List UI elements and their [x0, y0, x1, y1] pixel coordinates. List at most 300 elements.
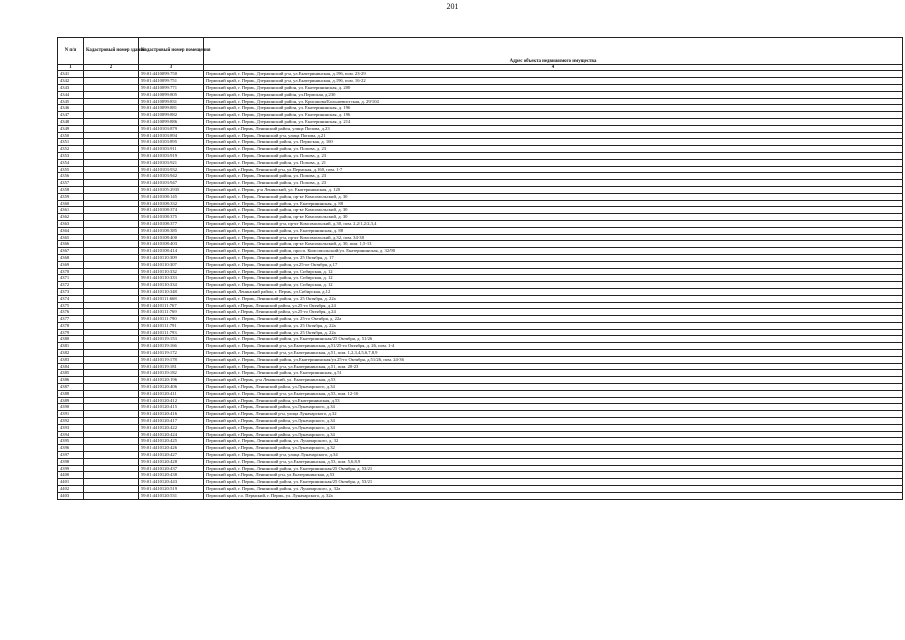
room-cadastral-number: 59:01:4410119:153 — [139, 336, 204, 343]
object-address: Пермский край, г.Пермь, Ленинский р-н, улица Луначарского, д.32 — [204, 411, 903, 418]
room-cadastral-number: 59:01:4410120:428 — [139, 458, 204, 465]
row-number: 4371 — [58, 275, 84, 282]
row-number: 4361 — [58, 207, 84, 214]
building-cadastral-number — [84, 356, 139, 363]
table-row — [58, 254, 903, 261]
row-number: 4372 — [58, 282, 84, 289]
row-number: 4349 — [58, 125, 84, 132]
table-row — [58, 125, 903, 132]
building-cadastral-number — [84, 370, 139, 377]
table-row — [58, 220, 903, 227]
table-row — [58, 390, 903, 397]
row-number: 4391 — [58, 411, 84, 418]
room-cadastral-number: 59:01:4410120:426 — [139, 445, 204, 452]
row-number: 4345 — [58, 98, 84, 105]
building-cadastral-number — [84, 479, 139, 486]
room-cadastral-number: 59:01:4410111:793 — [139, 329, 204, 336]
object-address: Пермский край, г. Пермь, Ленинский район, ул. Попова, д. 23 — [204, 180, 903, 187]
row-number: 4364 — [58, 227, 84, 234]
object-address: Пермский край, г. Пермь, Ленинский район, пр-кт Комсомольский, д. 30, пом. 1,5-13 — [204, 241, 903, 248]
row-number: 4401 — [58, 479, 84, 486]
building-cadastral-number — [84, 390, 139, 397]
table-row — [58, 132, 903, 139]
table-row — [58, 411, 903, 418]
object-address: Пермский край, г. Пермь, Ленинский район, ул. 25 Октября, д. 22а — [204, 329, 903, 336]
room-cadastral-number: 59:01:4410108:403 — [139, 241, 204, 248]
table-row — [58, 458, 903, 465]
room-cadastral-number: 59:01:4410103:942 — [139, 173, 204, 180]
room-cadastral-number: 59:01:4410111:791 — [139, 322, 204, 329]
room-cadastral-number: 59:01:4410105:2935 — [139, 186, 204, 193]
row-number: 4382 — [58, 350, 84, 357]
table-row — [58, 295, 903, 302]
room-cadastral-number: 59:01:4410120:422 — [139, 424, 204, 431]
header-index-3: 3 — [139, 65, 204, 71]
table-row — [58, 248, 903, 255]
room-cadastral-number: 59:01:4410103:921 — [139, 159, 204, 166]
row-number: 4368 — [58, 254, 84, 261]
building-cadastral-number — [84, 492, 139, 499]
table-row — [58, 200, 903, 207]
object-address: Пермский край, г. Пермь, Дзержинский р-н, ул.Екатерининская, д.196, пом. 16-22 — [204, 78, 903, 85]
table-row — [58, 180, 903, 187]
building-cadastral-number — [84, 363, 139, 370]
object-address: Пермский край, г. Пермь, Ленинский район, ул. Сибирская, д. 12 — [204, 282, 903, 289]
building-cadastral-number — [84, 377, 139, 384]
room-cadastral-number: 59:01:4410111:668 — [139, 295, 204, 302]
table-row — [58, 193, 903, 200]
row-number: 4400 — [58, 472, 84, 479]
row-number: 4386 — [58, 377, 84, 384]
table-row — [58, 268, 903, 275]
building-cadastral-number — [84, 350, 139, 357]
room-cadastral-number: 59:01:4410103:919 — [139, 152, 204, 159]
building-cadastral-number — [84, 200, 139, 207]
room-cadastral-number: 59:01:4410099:805 — [139, 91, 204, 98]
building-cadastral-number — [84, 241, 139, 248]
table-row — [58, 370, 903, 377]
object-address: Пермский край, г. Пермь, Ленинский район, ул. Екатерининская/25 Октября, д. 51/26 — [204, 336, 903, 343]
building-cadastral-number — [84, 85, 139, 92]
building-cadastral-number — [84, 424, 139, 431]
row-number: 4358 — [58, 186, 84, 193]
row-number: 4356 — [58, 173, 84, 180]
row-number: 4389 — [58, 397, 84, 404]
row-number: 4384 — [58, 363, 84, 370]
table-row — [58, 343, 903, 350]
object-address: Пермский край, г. Пермь, Ленинский район, ул. Луначарского, д. 32 — [204, 438, 903, 445]
row-number: 4344 — [58, 91, 84, 98]
room-cadastral-number: 59:01:4410119:181 — [139, 363, 204, 370]
object-address: Пермский край, г. Пермь, Ленинский район, ул. 25 Октября, д. 22а — [204, 295, 903, 302]
room-cadastral-number: 59:01:4410099:882 — [139, 112, 204, 119]
object-address: Пермский край, г. Пермь, Ленинский р-н, ул.Екатерининская, д.53, пом. 5,6,8,9 — [204, 458, 903, 465]
building-cadastral-number — [84, 78, 139, 85]
row-number: 4399 — [58, 465, 84, 472]
room-cadastral-number: 59:01:4410108:377 — [139, 220, 204, 227]
page-number: 201 — [446, 2, 459, 11]
room-cadastral-number: 59:01:4410110:333 — [139, 275, 204, 282]
object-address: Пермский край, г.Пермь, Ленинский район, ул.25-го Октября, д.24 — [204, 309, 903, 316]
row-number: 4363 — [58, 220, 84, 227]
table-row — [58, 316, 903, 323]
building-cadastral-number — [84, 254, 139, 261]
building-cadastral-number — [84, 472, 139, 479]
header-index-2: 2 — [84, 65, 139, 71]
building-cadastral-number — [84, 261, 139, 268]
building-cadastral-number — [84, 329, 139, 336]
building-cadastral-number — [84, 411, 139, 418]
room-cadastral-number: 59:01:4410110:309 — [139, 254, 204, 261]
building-cadastral-number — [84, 384, 139, 391]
table-row — [58, 397, 903, 404]
object-address: Пермский край, г. Пермь, Ленинский район, пр-кт Комсомольский, д. 30 — [204, 214, 903, 221]
room-cadastral-number: 59:01:4410103:911 — [139, 146, 204, 153]
building-cadastral-number — [84, 180, 139, 187]
table-row — [58, 152, 903, 159]
table-row — [58, 465, 903, 472]
table-row — [58, 322, 903, 329]
table-row — [58, 275, 903, 282]
table-row — [58, 363, 903, 370]
row-number: 4403 — [58, 492, 84, 499]
row-number: 4354 — [58, 159, 84, 166]
row-number: 4346 — [58, 105, 84, 112]
building-cadastral-number — [84, 91, 139, 98]
object-address: Пермский край, г. Пермь, Ленинский р-н, улица Луначарского, д.34 — [204, 452, 903, 459]
row-number: 4347 — [58, 112, 84, 119]
room-cadastral-number: 59:01:4410099:831 — [139, 98, 204, 105]
row-number: 4383 — [58, 356, 84, 363]
building-cadastral-number — [84, 193, 139, 200]
object-address: Пермский край, г. Пермь, Ленинский район, ул. Сибирская, д. 12 — [204, 275, 903, 282]
room-cadastral-number: 59:01:4410103:895 — [139, 139, 204, 146]
object-address: Пермский край, г. Пермь, Ленинский район, ул. Пермская, д. 160 — [204, 139, 903, 146]
building-cadastral-number — [84, 431, 139, 438]
object-address: Пермский край, г. Пермь, Ленинский район, ул. Попова, д. 23 — [204, 152, 903, 159]
row-number: 4398 — [58, 458, 84, 465]
table-row — [58, 234, 903, 241]
table-body — [58, 71, 903, 499]
header-index-4: 4 — [204, 65, 903, 71]
building-cadastral-number — [84, 173, 139, 180]
object-address: Пермский край, г. Пермь, Ленинский р-н, ул.Екатерининская, д.53, пом. 12-16 — [204, 390, 903, 397]
room-cadastral-number: 59:01:4410099:751 — [139, 78, 204, 85]
building-cadastral-number — [84, 118, 139, 125]
room-cadastral-number: 59:01:4410120:417 — [139, 418, 204, 425]
table-row — [58, 139, 903, 146]
object-address: Пермский край, г.о. Пермский, г. Пермь, ул. Луначарского, д. 32а — [204, 492, 903, 499]
row-number: 4392 — [58, 418, 84, 425]
object-address: Пермский край, г.Пермь, Ленинский район, ул.Луначарского, д.34 — [204, 418, 903, 425]
row-number: 4348 — [58, 118, 84, 125]
object-address: Пермский край, г.Пермь, Ленинский район, улица Попова, д.23 — [204, 125, 903, 132]
row-number: 4375 — [58, 302, 84, 309]
row-number: 4379 — [58, 329, 84, 336]
row-number: 4366 — [58, 241, 84, 248]
room-cadastral-number: 59:01:4410120:427 — [139, 452, 204, 459]
object-address: Пермский край, г. Пермь, Ленинский район, ул. Екатерининская, д. 88 — [204, 227, 903, 234]
table-row — [58, 105, 903, 112]
building-cadastral-number — [84, 445, 139, 452]
room-cadastral-number: 59:01:4410099:886 — [139, 118, 204, 125]
room-cadastral-number: 59:01:4410110:348 — [139, 288, 204, 295]
building-cadastral-number — [84, 302, 139, 309]
row-number: 4350 — [58, 132, 84, 139]
building-cadastral-number — [84, 282, 139, 289]
object-address: Пермский край, г.Пермь, Ленинский район, ул.Луначарского, д.34 — [204, 424, 903, 431]
room-cadastral-number: 59:01:4410103:947 — [139, 180, 204, 187]
object-address: Пермский край, г. Пермь, Дзержинский район, ул. Крисанова/Большевистская, д. 29/104 — [204, 98, 903, 105]
table-row — [58, 207, 903, 214]
object-address: Пермский край, г.Пермь, Ленинский район, ул.Луначарского, д.32 — [204, 445, 903, 452]
building-cadastral-number — [84, 186, 139, 193]
object-address: Пермский край, г.Пермь, Ленинский р-н, ул.Пермская, д.160, пом. 1-7 — [204, 166, 903, 173]
row-number: 4390 — [58, 404, 84, 411]
building-cadastral-number — [84, 268, 139, 275]
row-number: 4342 — [58, 78, 84, 85]
table-row — [58, 431, 903, 438]
building-cadastral-number — [84, 458, 139, 465]
row-number: 4402 — [58, 486, 84, 493]
row-number: 4388 — [58, 390, 84, 397]
room-cadastral-number: 59:01:4410120:438 — [139, 472, 204, 479]
room-cadastral-number: 59:01:4410119:178 — [139, 356, 204, 363]
row-number: 4378 — [58, 322, 84, 329]
registry-table — [57, 37, 903, 500]
room-cadastral-number: 59:01:4410099:771 — [139, 85, 204, 92]
building-cadastral-number — [84, 166, 139, 173]
room-cadastral-number: 59:01:4410108:332 — [139, 200, 204, 207]
object-address: Пермский край, г. Пермь, Ленинский р-н, улица Попова, д.21 — [204, 132, 903, 139]
object-address: Пермский край, г. Пермь, Ленинский район, ул. Екатерининская/25 Октября, д. 53/21 — [204, 479, 903, 486]
header-building-cadastral: Кадастровый номер здания — [84, 38, 139, 65]
building-cadastral-number — [84, 207, 139, 214]
building-cadastral-number — [84, 214, 139, 221]
object-address: Пермский край, г. Пермь, Дзержинский район, ул.Пермская, д.230 — [204, 91, 903, 98]
room-cadastral-number: 59:01:4410119:166 — [139, 343, 204, 350]
room-cadastral-number: 59:01:4410110:334 — [139, 282, 204, 289]
object-address: Пермский край, г.Пермь, Ленинский район, ул.Луначарского, д.34 — [204, 431, 903, 438]
row-number: 4393 — [58, 424, 84, 431]
table-row — [58, 479, 903, 486]
room-cadastral-number: 59:01:4410110:332 — [139, 268, 204, 275]
object-address: Пермский край, г. Пермь, Ленинский район, ул. 25 Октября, д. 17 — [204, 254, 903, 261]
table-row — [58, 288, 903, 295]
row-number: 4377 — [58, 316, 84, 323]
room-cadastral-number: 59:01:4410120:406 — [139, 384, 204, 391]
table-row — [58, 438, 903, 445]
building-cadastral-number — [84, 125, 139, 132]
building-cadastral-number — [84, 438, 139, 445]
table-row — [58, 329, 903, 336]
room-cadastral-number: 59:01:4410108:400 — [139, 234, 204, 241]
building-cadastral-number — [84, 227, 139, 234]
object-address: Пермский край, г. Пермь, Ленинский район, ул. Екатерининская, д. 88 — [204, 200, 903, 207]
object-address: Пермский край, г. Пермь, Ленинский р-н, пр-кт Комсомольский, д.30, пом. 2,2/1,2/2,3,4 — [204, 220, 903, 227]
object-address: Пермский край, г. Пермь, Дзержинский район, ул. Екатерининская, д. 214 — [204, 118, 903, 125]
row-number: 4341 — [58, 71, 84, 78]
room-cadastral-number: 59:01:4410108:385 — [139, 227, 204, 234]
object-address: Пермский край, г. Пермь, Ленинский район, пр-кт Комсомольский, д. 30 — [204, 207, 903, 214]
table-row — [58, 241, 903, 248]
object-address: Пермский край, г.Пермь, Ленинский район, ул.Екатерининская, д.53 — [204, 397, 903, 404]
building-cadastral-number — [84, 397, 139, 404]
room-cadastral-number: 59:01:4410111:767 — [139, 302, 204, 309]
object-address: Пермский край, г. Пермь, Ленинский район, ул. Екатерининская, д.51 — [204, 370, 903, 377]
row-number: 4373 — [58, 288, 84, 295]
building-cadastral-number — [84, 309, 139, 316]
table-row — [58, 302, 903, 309]
table-row — [58, 173, 903, 180]
room-cadastral-number: 59:01:4410119:172 — [139, 350, 204, 357]
row-number: 4374 — [58, 295, 84, 302]
room-cadastral-number: 59:01:4410120:416 — [139, 411, 204, 418]
room-cadastral-number: 59:01:4410120:425 — [139, 438, 204, 445]
table-row — [58, 159, 903, 166]
object-address: Пермский край, г. Пермь, Ленинский район, пр-кт Комсомольский, д. 30 — [204, 193, 903, 200]
object-address: Пермский край, г. Пермь, Ленинский район, ул. Екатерининская/25 Октября, д. 53/21 — [204, 465, 903, 472]
object-address: Пермский край, г.Пермь, Ленинский р-н, ул.Екатерининская, д.53 — [204, 472, 903, 479]
building-cadastral-number — [84, 139, 139, 146]
table-row — [58, 472, 903, 479]
object-address: Пермский край, г. Пермь, Дзержинский р-н, ул.Екатерининская, д.196, пом. 23-29 — [204, 71, 903, 78]
building-cadastral-number — [84, 98, 139, 105]
room-cadastral-number: 59:01:4410120:437 — [139, 465, 204, 472]
table-row — [58, 85, 903, 92]
object-address: Пермский край, г. Пермь, Ленинский р-н, ул.Екатерининская, д.51/25-го Октября, д. 26, пом. 1-4 — [204, 343, 903, 350]
object-address: Пермский край, г. Пермь, р-н Ленинский, ул. Екатерининская, д. 120 — [204, 186, 903, 193]
building-cadastral-number — [84, 105, 139, 112]
building-cadastral-number — [84, 146, 139, 153]
room-cadastral-number: 59:01:4410103:932 — [139, 166, 204, 173]
object-address: Пермский край, г. Пермь, Ленинский район, ул. Попова, д. 23 — [204, 146, 903, 153]
building-cadastral-number — [84, 159, 139, 166]
building-cadastral-number — [84, 132, 139, 139]
building-cadastral-number — [84, 275, 139, 282]
room-cadastral-number: 59:01:4410120:443 — [139, 479, 204, 486]
object-address: Пермский край, г. Пермь, Дзержинский район, ул. Екатерининская, д. 196 — [204, 105, 903, 112]
room-cadastral-number: 59:01:4410099:750 — [139, 71, 204, 78]
building-cadastral-number — [84, 288, 139, 295]
row-number: 4385 — [58, 370, 84, 377]
table-row — [58, 118, 903, 125]
table-row — [58, 261, 903, 268]
room-cadastral-number: 59:01:4410120:531 — [139, 492, 204, 499]
object-address: Пермский край, г. Пермь, Ленинский район, ул. 25 Октября, д. 22а — [204, 322, 903, 329]
object-address: Пермский край, г. Пермь, Ленинский район, ул. Сибирская, д. 12 — [204, 268, 903, 275]
row-number: 4395 — [58, 438, 84, 445]
object-address: Пермский край, г. Пермь, Ленинский район, ул.25-ое Октября, д.17 — [204, 261, 903, 268]
room-cadastral-number: 59:01:4410099:881 — [139, 105, 204, 112]
table-row — [58, 214, 903, 221]
row-number: 4362 — [58, 214, 84, 221]
table-row — [58, 91, 903, 98]
object-address: Пермский край, г.Пермь, Ленинский район, ул.Луначарского, д.34 — [204, 384, 903, 391]
row-number: 4396 — [58, 445, 84, 452]
table-row — [58, 98, 903, 105]
building-cadastral-number — [84, 404, 139, 411]
room-cadastral-number: 59:01:4410103:894 — [139, 132, 204, 139]
object-address: Пермский край, г. Пермь, Ленинский район, просп. Комсомольский/ул. Екатерининская, д. 32/90 — [204, 248, 903, 255]
table-row — [58, 350, 903, 357]
room-cadastral-number: 59:01:4410120:424 — [139, 431, 204, 438]
building-cadastral-number — [84, 220, 139, 227]
object-address: Пермский край, г. Пермь, Ленинский район, ул. Попова, д. 21 — [204, 159, 903, 166]
object-address: Пермский край, г.Пермь, Ленинский район, ул.Луначарского, д.34 — [204, 404, 903, 411]
row-number: 4394 — [58, 431, 84, 438]
row-number: 4359 — [58, 193, 84, 200]
table-row — [58, 78, 903, 85]
object-address: Пермский край, г. Пермь, Ленинский р-н, ул.Екатерининская, д.51, пом. 20-23 — [204, 363, 903, 370]
table-row — [58, 227, 903, 234]
table-row — [58, 384, 903, 391]
row-number: 4357 — [58, 180, 84, 187]
object-address: Пермский край, г. Пермь, Ленинский район, ул. Луначарского, д. 32а — [204, 486, 903, 493]
building-cadastral-number — [84, 234, 139, 241]
row-number: 4381 — [58, 343, 84, 350]
room-cadastral-number: 59:01:4410110:307 — [139, 261, 204, 268]
row-number: 4352 — [58, 146, 84, 153]
table-row — [58, 71, 903, 78]
building-cadastral-number — [84, 452, 139, 459]
room-cadastral-number: 59:01:4410108:375 — [139, 214, 204, 221]
room-cadastral-number: 59:01:4410111:769 — [139, 309, 204, 316]
object-address: Пермский край, г. Пермь, Ленинский район, ул. 25-го Октября, д. 22а — [204, 316, 903, 323]
header-index-1: 1 — [58, 65, 84, 71]
row-number: 4376 — [58, 309, 84, 316]
table-row — [58, 309, 903, 316]
row-number: 4365 — [58, 234, 84, 241]
row-number: 4353 — [58, 152, 84, 159]
building-cadastral-number — [84, 465, 139, 472]
row-number: 4369 — [58, 261, 84, 268]
row-number: 4351 — [58, 139, 84, 146]
object-address: Пермский край, г. Пермь, Ленинский район, ул. Попова, д. 23 — [204, 173, 903, 180]
building-cadastral-number — [84, 486, 139, 493]
object-address: Пермский край, г. Пермь, Ленинский р-н, пр-кт Комсомольский, д.32, пом. 34-38 — [204, 234, 903, 241]
room-cadastral-number: 59:01:4410120:412 — [139, 397, 204, 404]
building-cadastral-number — [84, 336, 139, 343]
building-cadastral-number — [84, 418, 139, 425]
table-row — [58, 404, 903, 411]
table-header-row — [58, 38, 903, 65]
table-row — [58, 424, 903, 431]
room-cadastral-number: 59:01:4410103:879 — [139, 125, 204, 132]
table-row — [58, 452, 903, 459]
room-cadastral-number: 59:01:4410120:519 — [139, 486, 204, 493]
table-row — [58, 336, 903, 343]
header-number: N п/п — [58, 38, 84, 65]
table-row — [58, 486, 903, 493]
building-cadastral-number — [84, 322, 139, 329]
table-row — [58, 146, 903, 153]
object-address: Пермский край, Ленинский район, г. Пермь, ул.Сибирская, д.12 — [204, 288, 903, 295]
room-cadastral-number: 59:01:4410119:182 — [139, 370, 204, 377]
header-room-cadastral: Кадастровый номер помещения — [139, 38, 204, 65]
object-address: Пермский край, г. Пермь, Дзержинский район, ул. Екатерининская, д. 196 — [204, 112, 903, 119]
row-number: 4380 — [58, 336, 84, 343]
object-address: Пермский край, г. Пермь, Ленинский р-н, ул.Екатерининская, д.51, пом. 1,2,3,4,5,6,7,8,9 — [204, 350, 903, 357]
header-address: Адрес объекта недвижимого имущества — [204, 38, 903, 65]
row-number: 4387 — [58, 384, 84, 391]
object-address: Пермский край, г. Пермь, Ленинский район, ул.Екатерининская/ул.25-го Октября, д.51/26, пом. 24-36 — [204, 356, 903, 363]
room-cadastral-number: 59:01:4410120:415 — [139, 404, 204, 411]
room-cadastral-number: 59:01:4410108:414 — [139, 248, 204, 255]
object-address: Пермский край, г. Пермь, Дзержинский район, ул. Екатерининская, д. 200 — [204, 85, 903, 92]
row-number: 4397 — [58, 452, 84, 459]
table-row — [58, 356, 903, 363]
